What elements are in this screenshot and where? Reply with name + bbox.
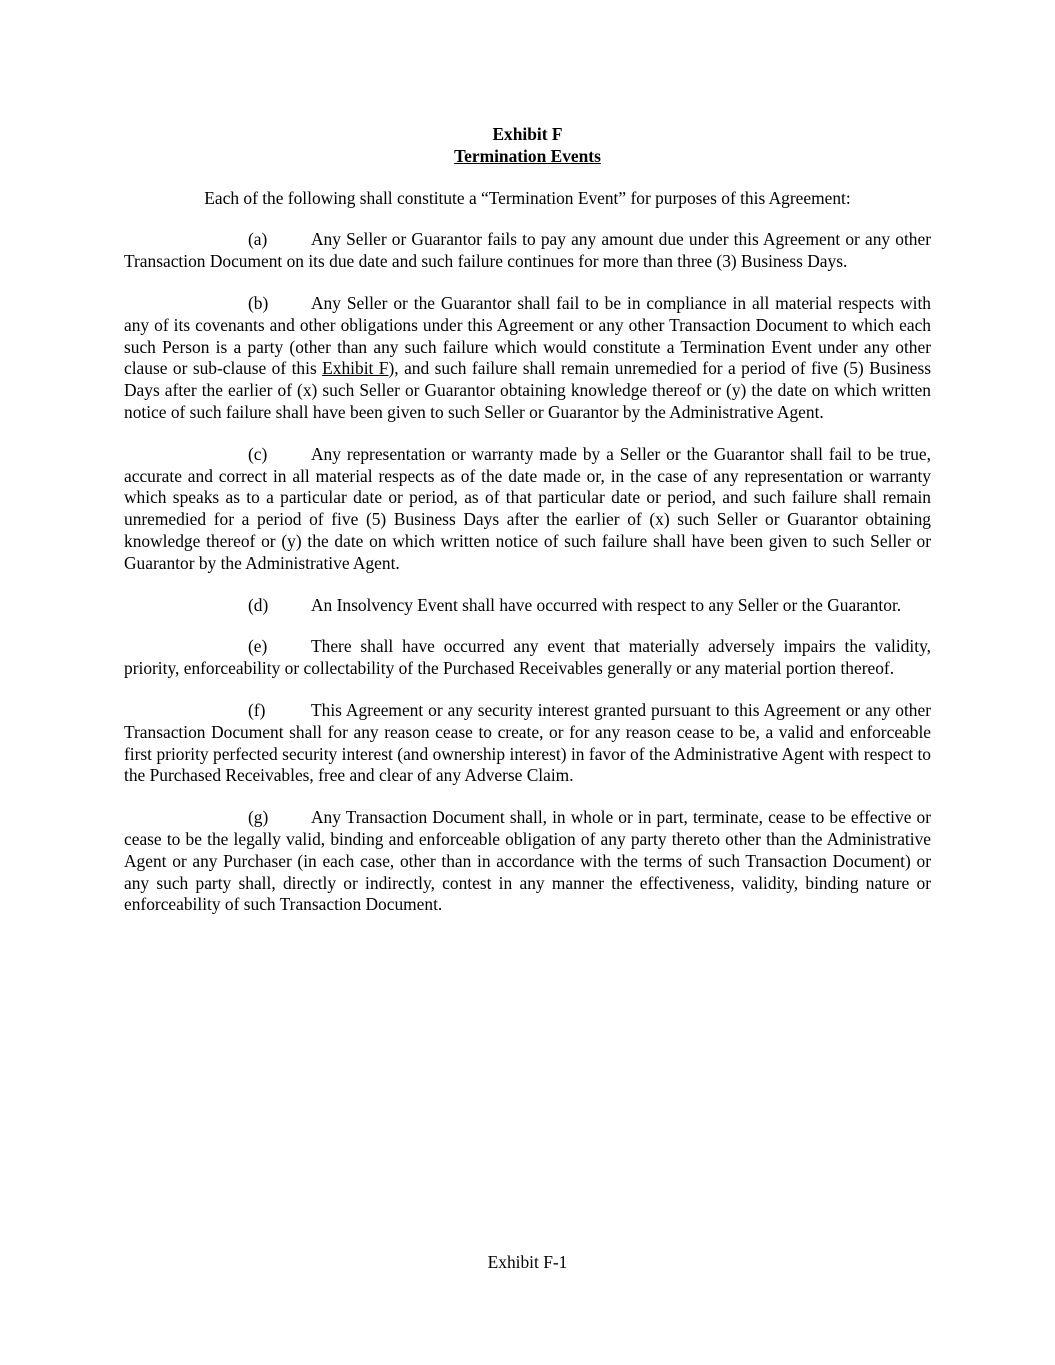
clause-c	[124, 444, 931, 575]
clause-label: (c)	[248, 443, 268, 464]
document-page	[124, 124, 931, 916]
exhibit-title: Exhibit F	[492, 124, 563, 144]
clause-text: Any Seller or Guarantor fails to pay any amount due under this Agreement or any other Transaction Document on its due date and such failure continues for more than three (3) Business Days.	[124, 229, 931, 272]
clause-f	[124, 700, 931, 787]
clause-label: (a)	[248, 229, 268, 250]
clause-text: An Insolvency Event shall have occurred with respect to any Seller or the Guarantor.	[311, 594, 902, 615]
clause-a	[124, 229, 931, 273]
clause-d	[124, 595, 931, 617]
clause-label: (d)	[248, 594, 269, 615]
clause-g	[124, 807, 931, 916]
page-footer: Exhibit F-1	[487, 1252, 568, 1272]
clause-label: (g)	[248, 807, 269, 828]
exhibit-subtitle: Termination Events	[454, 145, 601, 166]
exhibit-reference: Exhibit F	[322, 358, 389, 379]
clause-b	[124, 293, 931, 424]
clause-label: (f)	[248, 699, 266, 720]
clause-text: Any Seller or the Guarantor shall fail to be in compliance in all material respects with any of its covenants and other obligations under this Agreement or any other Transaction Document to which each such Person is a party (other than any such failure which would constitute a Termination Event under any other clause or sub-clause of this	[124, 292, 931, 379]
clause-label: (b)	[248, 292, 269, 313]
clause-text: This Agreement or any security interest granted pursuant to this Agreement or any other Transaction Document shall for any reason cease to create, or for any reason cease to be, a valid and enforceable first priority perfected security interest (and ownership interest) in favor of the Administrative Agent with respect to the Purchased Receivables, free and clear of any Adverse Claim.	[124, 699, 931, 786]
intro-paragraph: Each of the following shall constitute a “Termination Event” for purposes of this Agreement:	[204, 187, 851, 208]
clause-text: Any representation or warranty made by a Seller or the Guarantor shall fail to be true, accurate and correct in all material respects as of the date made or, in the case of any representation or warranty which speaks as to a particular date or period, as of that particular date or period, and such failure shall remain unremedied for a period of five (5) Business Days after the earlier of (x) such Seller or Guarantor obtaining knowledge thereof or (y) the date on which written notice of such failure shall have been given to such Seller or Guarantor by the Administrative Agent.	[124, 443, 931, 573]
clause-label: (e)	[248, 636, 268, 657]
clause-e	[124, 636, 931, 680]
clause-text: There shall have occurred any event that materially adversely impairs the validity, priority, enforceability or collectability of the Purchased Receivables generally or any material portion thereof.	[124, 636, 931, 679]
clause-text: Any Transaction Document shall, in whole or in part, terminate, cease to be effective or cease to be the legally valid, binding and enforceable obligation of any party thereto other than the Administrative Agent or any Purchaser (in each case, other than in accordance with the terms of such Transaction Document) or any such party shall, directly or indirectly, contest in any manner the effectiveness, validity, binding nature or enforceability of such Transaction Document.	[124, 807, 931, 915]
clause-text-continued: ), and such failure shall remain unremedied for a period of five (5) Business Days after the earlier of (x) such Seller or Guarantor obtaining knowledge thereof or (y) the date on which written notice of such failure shall have been given to such Seller or Guarantor by the Administrative Agent.	[124, 358, 931, 422]
